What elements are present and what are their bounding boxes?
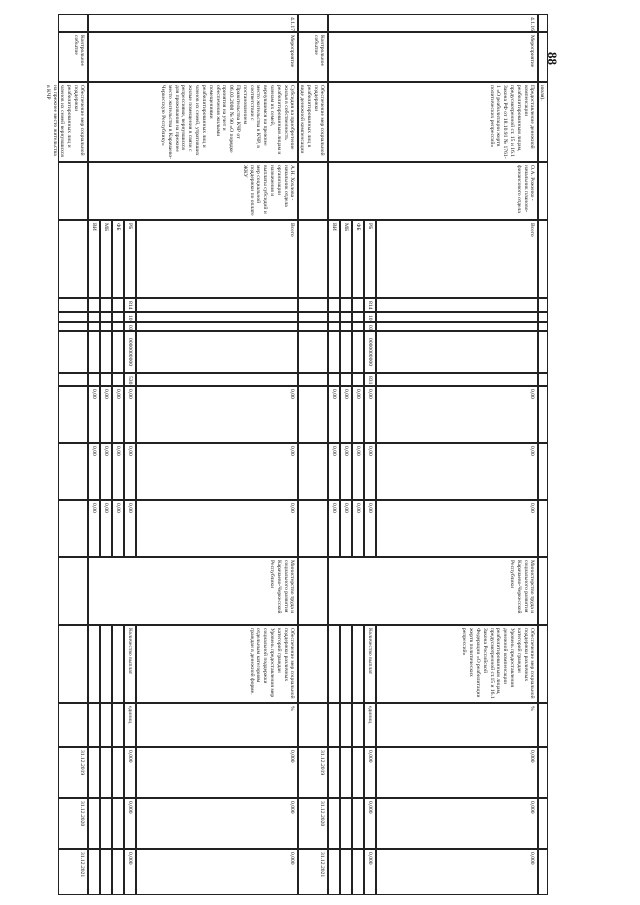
sub-cell-unit xyxy=(112,703,124,747)
sub-cell-y2021: 0,00 xyxy=(352,500,364,557)
sub-cell-c1: 814 xyxy=(124,298,136,312)
sub-cell-c2 xyxy=(340,312,352,322)
table-cell xyxy=(58,500,88,557)
table-cell xyxy=(538,386,548,443)
table-cell xyxy=(538,312,548,322)
sub-cell-source: РБ xyxy=(364,220,376,298)
sub-cell-i2020 xyxy=(100,798,112,849)
sub-cell-c4 xyxy=(328,331,340,373)
row-number: 4.1.16 xyxy=(328,14,538,32)
table-cell xyxy=(58,703,88,747)
sub-cell-y2020: 0,00 xyxy=(340,443,352,500)
sub-cell-c5 xyxy=(352,373,364,386)
sub-cell-i2021 xyxy=(112,849,124,895)
sub-cell-y2020: 0,00 xyxy=(364,443,376,500)
cell-unit: % xyxy=(136,703,298,747)
sub-cell-unit xyxy=(328,703,340,747)
cell-c4 xyxy=(136,331,298,373)
event-date: 31.12.2019 xyxy=(298,747,328,798)
sub-cell-c5 xyxy=(112,373,124,386)
cell-y2021: 0,00 xyxy=(136,500,298,557)
sub-cell-i2019 xyxy=(328,747,340,798)
sub-cell-indicator: Количество выплат xyxy=(364,625,376,703)
sub-cell-c5: 831 xyxy=(364,373,376,386)
sub-cell-y2019: 0,00 xyxy=(364,386,376,443)
program-table xyxy=(45,14,548,896)
sub-cell-c3 xyxy=(340,322,352,331)
table-cell xyxy=(298,373,328,386)
cell-y2020: 0,00 xyxy=(376,443,538,500)
sub-cell-i2019 xyxy=(88,747,100,798)
cell-c3 xyxy=(376,322,538,331)
sub-cell-c5 xyxy=(328,373,340,386)
table-cell xyxy=(298,500,328,557)
sub-cell-indicator: Количество выплат xyxy=(124,625,136,703)
sub-cell-source: ФБ xyxy=(352,220,364,298)
sub-cell-c1 xyxy=(112,298,124,312)
continuation-text: июля). xyxy=(538,82,548,162)
sub-cell-y2021: 0,00 xyxy=(364,500,376,557)
sub-cell-unit: единиц xyxy=(364,703,376,747)
sub-cell-c3: 03 xyxy=(364,322,376,331)
sub-cell-i2020: 0,000 xyxy=(124,798,136,849)
sub-cell-c4 xyxy=(340,331,352,373)
event-type: Контрольное событие xyxy=(58,32,88,82)
sub-cell-source: МБ xyxy=(100,220,112,298)
sub-cell-y2021: 0,00 xyxy=(112,500,124,557)
event-date: 31.12.2021 xyxy=(298,849,328,895)
table-cell xyxy=(538,162,548,220)
sub-cell-c4 xyxy=(112,331,124,373)
sub-cell-c5 xyxy=(88,373,100,386)
cell-y2021: 0,00 xyxy=(376,500,538,557)
cell-source: Всего xyxy=(136,220,298,298)
table-cell xyxy=(58,312,88,322)
sub-cell-indicator xyxy=(100,625,112,703)
sub-cell-y2020: 0,00 xyxy=(124,443,136,500)
row-type: Мероприятие xyxy=(88,32,298,82)
sub-cell-c4: 0000000000 xyxy=(364,331,376,373)
table-cell xyxy=(58,373,88,386)
sub-cell-indicator xyxy=(328,625,340,703)
table-cell xyxy=(538,14,548,32)
sub-cell-y2020: 0,00 xyxy=(328,443,340,500)
sub-cell-c2 xyxy=(112,312,124,322)
sub-cell-y2020: 0,00 xyxy=(112,443,124,500)
sub-cell-c4 xyxy=(100,331,112,373)
sub-cell-i2019 xyxy=(340,747,352,798)
event-date: 31.12.2021 xyxy=(58,849,88,895)
row-type: Мероприятие xyxy=(328,32,538,82)
cell-y2019: 0,00 xyxy=(376,386,538,443)
table-cell xyxy=(538,443,548,500)
sub-cell-i2021 xyxy=(328,849,340,895)
sub-cell-y2021: 0,00 xyxy=(100,500,112,557)
table-cell xyxy=(538,373,548,386)
event-date: 31.12.2019 xyxy=(58,747,88,798)
sub-cell-unit: единиц xyxy=(124,703,136,747)
cell-y2020: 0,00 xyxy=(136,443,298,500)
table-cell xyxy=(58,298,88,312)
sub-cell-i2020: 0,000 xyxy=(364,798,376,849)
row-number: 4.1.17 xyxy=(88,14,298,32)
sub-cell-i2019 xyxy=(112,747,124,798)
table-cell xyxy=(298,557,328,625)
sub-cell-c2 xyxy=(88,312,100,322)
sub-cell-i2020 xyxy=(328,798,340,849)
table-cell xyxy=(298,625,328,703)
sub-cell-c5 xyxy=(100,373,112,386)
table-cell xyxy=(538,500,548,557)
sub-cell-y2021: 0,00 xyxy=(340,500,352,557)
cell-i2021: 0,000 xyxy=(136,849,298,895)
sub-cell-i2021 xyxy=(88,849,100,895)
sub-cell-i2021 xyxy=(100,849,112,895)
event-name: Обеспечение мер социальной поддержки реабилитированных лиц и членов их семей вернувшихся на прежнее место жительства в КЧР xyxy=(58,82,88,162)
sub-cell-c2: 10 xyxy=(364,312,376,322)
cell-c5 xyxy=(136,373,298,386)
sub-cell-c3: 03 xyxy=(124,322,136,331)
performer: Министерство труда и социального развития Карачаево-Черкесской Республики xyxy=(328,557,538,625)
sub-cell-i2021: 0,000 xyxy=(364,849,376,895)
table-cell xyxy=(298,386,328,443)
sub-cell-c1: 814 xyxy=(364,298,376,312)
sub-cell-source: МБ xyxy=(340,220,352,298)
sub-cell-y2019: 0,00 xyxy=(124,386,136,443)
table-cell xyxy=(58,322,88,331)
sub-cell-c4: 0000000000 xyxy=(124,331,136,373)
table-cell xyxy=(298,220,328,298)
table-cell xyxy=(298,443,328,500)
sub-cell-i2020 xyxy=(88,798,100,849)
sub-cell-c1 xyxy=(100,298,112,312)
event-type: Контрольное событие xyxy=(298,32,328,82)
sub-cell-y2019: 0,00 xyxy=(100,386,112,443)
sub-cell-y2019: 0,00 xyxy=(328,386,340,443)
sub-cell-indicator xyxy=(352,625,364,703)
sub-cell-c5 xyxy=(340,373,352,386)
sub-cell-c3 xyxy=(88,322,100,331)
sub-cell-unit xyxy=(340,703,352,747)
table-cell xyxy=(298,298,328,312)
sub-cell-unit xyxy=(352,703,364,747)
cell-i2019: 0,000 xyxy=(136,747,298,798)
event-date: 31.12.2020 xyxy=(58,798,88,849)
sub-cell-y2019: 0,00 xyxy=(112,386,124,443)
sub-cell-c2 xyxy=(352,312,364,322)
table-cell xyxy=(538,298,548,312)
cell-i2019: 0,000 xyxy=(376,747,538,798)
sub-cell-i2020 xyxy=(112,798,124,849)
table-cell xyxy=(538,747,548,798)
responsible-person: А.Н. Хохлова - начальник отдела организации назначения и выплаты субсидий и мер социальной поддержки по оплате ЖКУ xyxy=(88,162,298,220)
sub-cell-i2021 xyxy=(352,849,364,895)
sub-cell-i2019: 0,000 xyxy=(364,747,376,798)
cell-i2020: 0,000 xyxy=(136,798,298,849)
table-cell xyxy=(58,162,88,220)
table-cell xyxy=(538,32,548,82)
sub-cell-y2019: 0,00 xyxy=(88,386,100,443)
table-cell xyxy=(58,386,88,443)
table-cell xyxy=(58,443,88,500)
sub-cell-indicator xyxy=(340,625,352,703)
sub-cell-c2 xyxy=(100,312,112,322)
event-name: Обеспечение мер социальной поддержки реабилитированных лиц в виде денежной компенсации xyxy=(298,82,328,162)
cell-c3 xyxy=(136,322,298,331)
sub-cell-y2019: 0,00 xyxy=(340,386,352,443)
table-cell xyxy=(538,220,548,298)
measure-name: Предоставление денежной компенсации реабилитированным лицам, предусмотренной ст. 15 и 16.1 Закона РФ от 18.10.91 № 1761-1 «О реабилитации жертв политических репрессий» xyxy=(328,82,538,162)
sub-cell-y2020: 0,00 xyxy=(352,443,364,500)
sub-cell-c1 xyxy=(88,298,100,312)
sub-cell-source: РБ xyxy=(124,220,136,298)
sub-cell-i2021 xyxy=(340,849,352,895)
table-cell xyxy=(538,703,548,747)
sub-cell-c1 xyxy=(328,298,340,312)
sub-cell-i2021: 0,000 xyxy=(124,849,136,895)
sub-cell-c1 xyxy=(352,298,364,312)
table-cell xyxy=(298,14,328,32)
cell-c1 xyxy=(136,298,298,312)
sub-cell-c2: 10 xyxy=(124,312,136,322)
sub-cell-unit xyxy=(88,703,100,747)
sub-cell-i2019 xyxy=(352,747,364,798)
sub-cell-i2020 xyxy=(340,798,352,849)
table-cell xyxy=(58,14,88,32)
table-cell xyxy=(58,220,88,298)
sub-cell-c4 xyxy=(352,331,364,373)
sub-cell-y2021: 0,00 xyxy=(124,500,136,557)
cell-c4 xyxy=(376,331,538,373)
measure-name: Субсидия на приобретение жилья в собственность реабилитированным лицам и членам их семей, вернувшимся на прежнее место жительства в КЧР, в соответствии с постановлением Правительства КЧР от 06.03.2008 № 90 «О порядке принятия на учет и обеспечения жилыми помещениями реабилитированных лиц и членов их семей, утративших жилые помещения в связи с репрессиями, вернувшихся для проживания на прежнее место жительства в Карачаево-Черкесскую Республику» xyxy=(88,82,298,162)
table-cell xyxy=(538,557,548,625)
cell-c1 xyxy=(376,298,538,312)
sub-cell-y2019: 0,00 xyxy=(352,386,364,443)
sub-cell-y2021: 0,00 xyxy=(328,500,340,557)
sub-cell-c3 xyxy=(112,322,124,331)
performer: Министерство труда и социального развития Карачаево-Черкесской Республики xyxy=(88,557,298,625)
sub-cell-source: ФБ xyxy=(112,220,124,298)
sub-cell-i2019: 0,000 xyxy=(124,747,136,798)
sub-cell-source: ВИ xyxy=(328,220,340,298)
page-number: 88 xyxy=(545,52,560,65)
cell-i2020: 0,000 xyxy=(376,798,538,849)
sub-cell-c3 xyxy=(352,322,364,331)
table-cell xyxy=(298,312,328,322)
sub-cell-c2 xyxy=(328,312,340,322)
table-cell xyxy=(58,557,88,625)
table-cell xyxy=(538,322,548,331)
table-cell xyxy=(298,162,328,220)
sub-cell-y2020: 0,00 xyxy=(88,443,100,500)
cell-c2 xyxy=(136,312,298,322)
event-date: 31.12.2020 xyxy=(298,798,328,849)
sub-cell-c5: 530 xyxy=(124,373,136,386)
sub-cell-c1 xyxy=(340,298,352,312)
table-cell xyxy=(538,798,548,849)
sub-cell-y2021: 0,00 xyxy=(88,500,100,557)
sub-cell-indicator xyxy=(88,625,100,703)
sub-cell-unit xyxy=(100,703,112,747)
sub-cell-indicator xyxy=(112,625,124,703)
sub-cell-c4 xyxy=(88,331,100,373)
sub-cell-source: ВИ xyxy=(88,220,100,298)
cell-c2 xyxy=(376,312,538,322)
cell-y2019: 0,00 xyxy=(136,386,298,443)
table-cell xyxy=(538,625,548,703)
sub-cell-i2020 xyxy=(352,798,364,849)
sub-cell-i2019 xyxy=(100,747,112,798)
sub-cell-y2020: 0,00 xyxy=(100,443,112,500)
cell-indicator: Обеспечение мер социальной поддержки различных категорий граждан Уровень предоставления мер социальной поддержки отдельным категориям граждан в денежной форме. xyxy=(136,625,298,703)
cell-i2021: 0,000 xyxy=(376,849,538,895)
sub-cell-c3 xyxy=(328,322,340,331)
table-cell xyxy=(298,331,328,373)
table-cell xyxy=(298,322,328,331)
table-cell xyxy=(538,849,548,895)
responsible-person: О.А. Роженко - начальник планово-финансового отдела xyxy=(328,162,538,220)
cell-indicator: Обеспечение мер социальной поддержки различных категорий граждан Уровень предоставления денежной компенсации реабилитированным лицам, предусмотренной ст.15 и 16.1 Закона Российской Федерации «О реабилитации жертв политических репрессий» xyxy=(376,625,538,703)
table-cell xyxy=(538,331,548,373)
sub-cell-c3 xyxy=(100,322,112,331)
cell-unit: % xyxy=(376,703,538,747)
table-cell xyxy=(298,703,328,747)
cell-c5 xyxy=(376,373,538,386)
table-cell xyxy=(58,331,88,373)
cell-source: Всего xyxy=(376,220,538,298)
table-cell xyxy=(58,625,88,703)
